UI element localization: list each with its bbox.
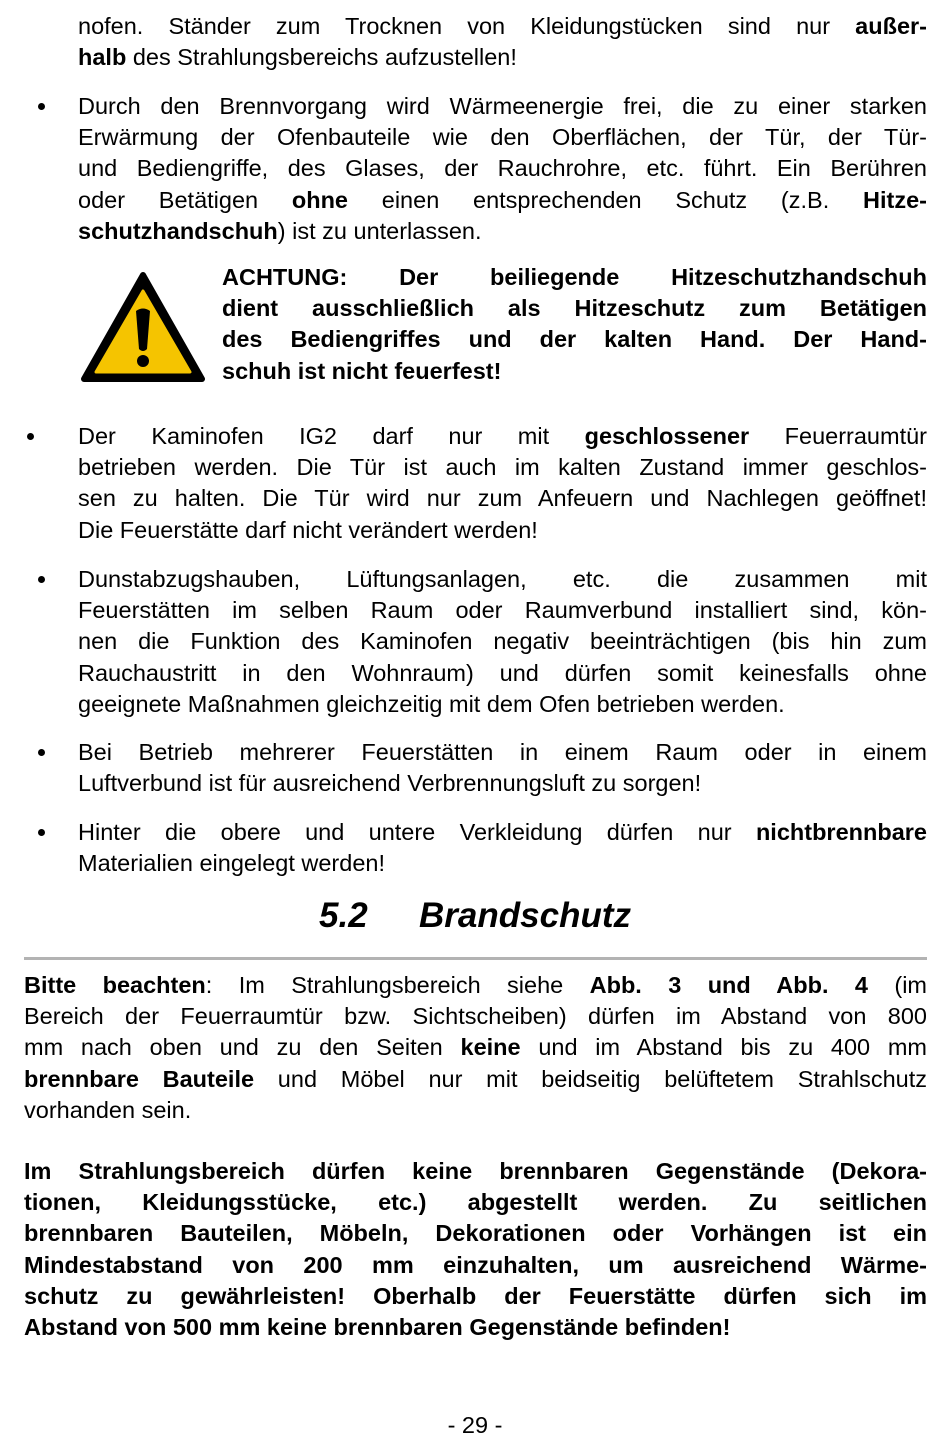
intro-paragraph — [78, 11, 927, 73]
section-number: 5.2 — [319, 896, 368, 935]
bullet-item-combustion-air — [78, 737, 927, 799]
paragraph-text: (im — [867, 972, 927, 998]
paragraph-emphasis: brennbare Bauteile — [24, 1065, 255, 1092]
bullet-text: Der Kaminofen IG2 darf nur mit — [78, 423, 585, 449]
bullet-item-heat — [78, 91, 927, 247]
bullet-text: nen die Funktion des Kaminofen negativ beeinträchtigen (bis hin zum — [78, 628, 927, 655]
bullet-dot — [38, 749, 45, 756]
bullet-text: Bei Betrieb mehrerer Feuerstätten in einem Raum oder in einem — [78, 739, 927, 765]
bullet-emphasis: Hitze- — [863, 186, 927, 213]
bullet-text: sen zu halten. Die Tür wird nur zum Anfeuern und Nachlegen geöffnet! — [78, 485, 927, 512]
bullet-emphasis: nichtbrennbare — [755, 819, 927, 845]
bullet-text: Durch den Brennvorgang wird Wärmeenergie frei, die zu einer starken — [78, 93, 927, 119]
bullet-text: und Bediengriffe, des Glases, der Rauchrohre, etc. führt. Ein Berühren — [78, 155, 927, 182]
warning-text: des Bediengriffes und der kalten Hand. Der Hand- — [222, 326, 927, 353]
page-number: - 29 - — [447, 1412, 503, 1438]
paragraph-text: Abstand von 500 mm keine brennbaren Gegenstände befinden! — [24, 1314, 731, 1341]
bullet-emphasis: geschlossener — [584, 423, 750, 449]
bullet-dot — [38, 829, 45, 836]
paragraph-text: tionen, Kleidungsstücke, etc.) abgestellt werden. Zu seitlichen — [24, 1189, 927, 1216]
fire-protection-paragraph — [24, 970, 927, 1126]
paragraph-text: Mindestabstand von 200 mm einzuhalten, um ausreichend Wärme- — [24, 1251, 927, 1278]
section-heading — [0, 893, 950, 939]
intro-emphasis: halb — [78, 44, 127, 71]
bullet-text: Feuerraumtür — [749, 423, 927, 449]
bullet-text: Die Feuerstätte darf nicht verändert werden! — [78, 516, 538, 543]
paragraph-text: vorhanden sein. — [24, 1096, 192, 1123]
bullet-emphasis: ohne — [291, 186, 348, 213]
bullet-text: geeignete Maßnahmen gleichzeitig mit dem Ofen betrieben werden. — [78, 690, 785, 717]
intro-emphasis: außer- — [855, 13, 927, 39]
warning-text-block — [222, 262, 927, 387]
section-divider — [24, 957, 927, 960]
bullet-item-door — [78, 421, 927, 546]
bullet-dot — [38, 576, 45, 583]
bullet-text: oder Betätigen — [78, 186, 292, 213]
bullet-text: betrieben werden. Die Tür ist auch im kalten Zustand immer geschlos- — [78, 454, 927, 481]
paragraph-text: und im Abstand bis zu 400 mm — [520, 1034, 927, 1061]
bullet-emphasis: schutzhandschuh — [78, 217, 278, 244]
intro-text: nofen. Ständer zum Trocknen von Kleidungstücken sind nur — [78, 13, 856, 39]
paragraph-text: schutz zu gewährleisten! Oberhalb der Feuerstätte dürfen sich im — [24, 1282, 927, 1309]
paragraph-text: : Im Strahlungsbereich siehe — [205, 972, 590, 998]
bullet-item-cladding — [78, 817, 927, 879]
bullet-text: Dunstabzugshauben, Lüftungsanlagen, etc. die zusammen mit — [78, 566, 927, 592]
paragraph-text: Bereich der Feuerraumtür bzw. Sichtscheiben) dürfen im Abstand von 800 — [24, 1003, 927, 1030]
paragraph-emphasis: Abb. 3 und Abb. 4 — [589, 972, 868, 998]
paragraph-text: und Möbel nur mit beidseitig belüftetem Strahlschutz — [254, 1065, 927, 1092]
intro-text: des Strahlungsbereichs aufzustellen! — [126, 44, 517, 71]
warning-text: schuh ist nicht feuerfest! — [222, 357, 502, 384]
bullet-dot — [27, 433, 34, 440]
bullet-text: Erwärmung der Ofenbauteile wie den Oberflächen, der Tür, der Tür- — [78, 124, 927, 151]
bullet-text: Materialien eingelegt werden! — [78, 850, 385, 877]
paragraph-text: brennbaren Bauteilen, Möbeln, Dekorationen oder Vorhängen ist ein — [24, 1220, 927, 1247]
bullet-text: Luftverbund ist für ausreichend Verbrennungsluft zu sorgen! — [78, 770, 702, 797]
paragraph-emphasis: keine — [460, 1034, 521, 1061]
bullet-text: Hinter die obere und untere Verkleidung dürfen nur — [78, 819, 756, 845]
bullet-text: Feuerstätten im selben Raum oder Raumverbund installiert sind, kön- — [78, 597, 927, 624]
warning-text: dient ausschließlich als Hitzeschutz zum Betätigen — [222, 295, 927, 322]
paragraph-emphasis: Bitte beachten — [24, 972, 206, 998]
warning-text: ACHTUNG: Der beiliegende Hitzeschutzhandschuh — [222, 264, 927, 290]
bullet-item-ventilation — [78, 564, 927, 720]
bullet-text: einen entsprechenden Schutz (z.B. — [348, 186, 863, 213]
paragraph-text: mm nach oben und zu den Seiten — [24, 1034, 461, 1061]
bullet-text: Rauchaustritt in den Wohnraum) und dürfen somit keinesfalls ohne — [78, 659, 927, 686]
section-title: Brandschutz — [419, 896, 631, 935]
paragraph-text: Im Strahlungsbereich dürfen keine brennbaren Gegenstände (Dekora- — [24, 1158, 927, 1184]
bullet-dot — [38, 103, 45, 110]
fire-protection-bold-paragraph — [24, 1156, 927, 1343]
bullet-text: ) ist zu unterlassen. — [277, 217, 482, 244]
warning-triangle-icon — [80, 271, 206, 383]
